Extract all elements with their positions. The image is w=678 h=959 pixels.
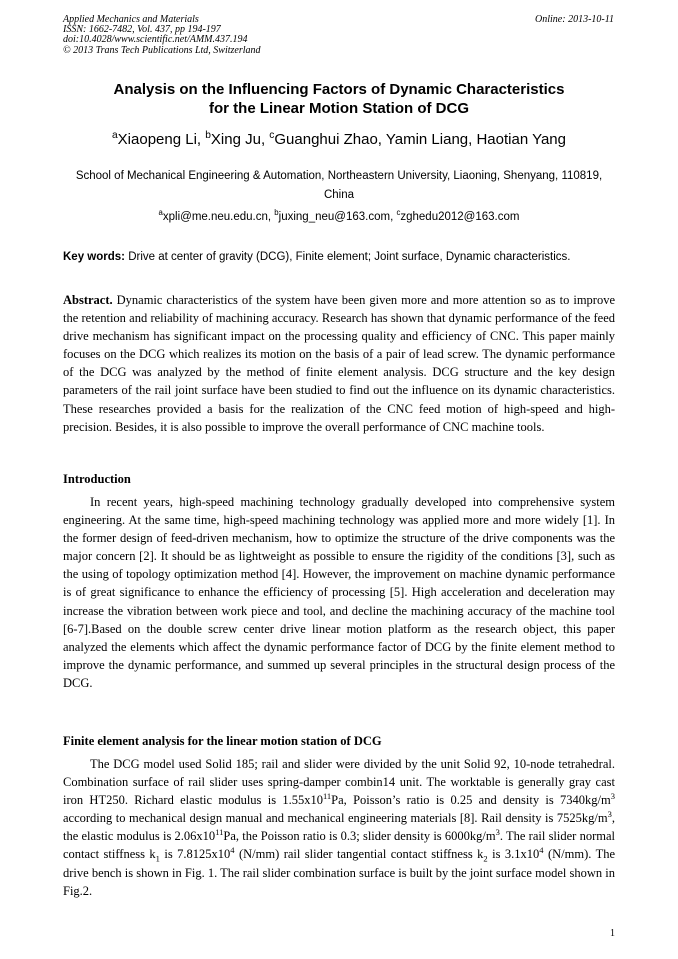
fe-paragraph	[63, 755, 615, 900]
keywords-label: Key words:	[63, 251, 125, 263]
online-date: Online: 2013-10-11	[535, 14, 614, 25]
fe-text: according to mechanical design manual and mechanical engineering materials [8]. Rail density is 7525kg/m	[63, 811, 608, 826]
introduction-heading: Introduction	[63, 472, 131, 486]
keywords-text: Drive at center of gravity (DCG), Finite element; Joint surface, Dynamic characteristics.	[125, 251, 571, 263]
abstract	[63, 291, 615, 436]
abstract-label: Abstract.	[63, 293, 113, 307]
author-list	[63, 130, 615, 150]
title-line-1: Analysis on the Influencing Factors of Dynamic Characteristics	[113, 81, 565, 98]
email-sup: b	[274, 208, 279, 218]
keywords	[63, 250, 615, 265]
fe-sup: 11	[215, 827, 224, 838]
fe-sub: 1	[155, 853, 160, 864]
author-name: Xing Ju,	[210, 131, 270, 148]
fe-text: , the elastic modulus is 2.06x10	[63, 811, 615, 844]
journal-header	[63, 15, 261, 56]
email-sup: a	[158, 208, 163, 218]
fe-sub: 2	[483, 853, 488, 864]
copyright-line: © 2013 Trans Tech Publications Ltd, Switzerland	[63, 44, 261, 56]
email-sup: c	[396, 208, 401, 218]
fe-sup: 11	[322, 791, 332, 802]
fe-text: is 3.1x10	[487, 847, 540, 862]
journal-name: Applied Mechanics and Materials	[63, 14, 199, 25]
fe-text: Pa, the Poisson ratio is 0.3; slider density is 6000kg/m	[223, 829, 496, 844]
author-name: Xiaopeng Li,	[117, 131, 206, 148]
fe-sup: 3	[610, 791, 615, 802]
author-sup: b	[205, 130, 211, 141]
author-sup: c	[269, 130, 275, 141]
fe-text: is 7.8125x10	[159, 847, 231, 862]
fe-text: The DCG model used Solid 185; rail and slider were divided by the unit Solid 92, 10-node tetrahedral. Combination surface of rail slider uses spring-damper combin14 unit. The worktable is generally gray cast iron HT250. Richard elastic modulus is 1.55x10	[63, 757, 615, 808]
fe-sup: 3	[607, 809, 612, 820]
fe-text: (N/mm). The drive bench is shown in Fig. 1. The rail slider combination surface is built by the joint surface model shown in Fig.2.	[63, 847, 616, 898]
email-address[interactable]: juxing_neu@163.com,	[278, 211, 397, 223]
affiliation: School of Mechanical Engineering & Automation, Northeastern University, Liaoning, Shenyang, 110819, China	[75, 170, 603, 201]
fe-sup: 3	[495, 827, 500, 838]
fe-sup: 4	[539, 845, 544, 856]
abstract-text: Dynamic characteristics of the system have been given more and more attention so as to improve the retention and reliability of machining accuracy. Research has shown that dynamic performance of the feed drive mechanism has significant impact on the processing quality and efficiency of CNC. This paper mainly focuses on the DCG which realizes its motion on the basis of a pair of lead screw. The dynamic performance of the DCG was analyzed by the method of finite element analysis. DCG structure and the key design parameters of the rail joint surface have been studied to find out the influence on its dynamic characteristics. These researches provided a basis for the realization of the CNC feed motion of high-speed and high-precision. Besides, it is also possible to improve the overall performance of CNC machine tools.	[63, 293, 615, 434]
page-number: 1	[610, 928, 615, 939]
fe-text: (N/mm) rail slider tangential contact stiffness k	[234, 847, 484, 862]
issn-line: ISSN: 1662-7482, Vol. 437, pp 194-197	[63, 24, 221, 36]
doi-line[interactable]: doi:10.4028/www.scientific.net/AMM.437.194	[63, 34, 248, 46]
email-address[interactable]: xpli@me.neu.edu.cn,	[162, 211, 275, 223]
email-list	[63, 209, 615, 225]
introduction-paragraph: In recent years, high-speed machining technology gradually developed into comprehensive system engineering. At the same time, high-speed machining technology was applied more and more widely [1]. In the former design of feed-driven mechanism, how to optimize the structure of the drive components was the major concern [2]. It should be as lightweight as possible to ensure the rigidity of the conditions [3], such as the using of topology optimization method [4]. However, the improvement on machine dynamic performance is of great significance to enhance the efficiency of processing [5]. High acceleration and deceleration may increase the vibration between work piece and tool, and decline the machining accuracy of the machine tool [6-7].Based on the double screw center drive linear motion platform as the research object, this paper analyzed the elements which affect the dynamic performance factor of DCG by the finite element method to improve the dynamic performance, and summed up several principles in the structural design process of the DCG.	[63, 495, 615, 690]
email-address[interactable]: zghedu2012@163.com	[400, 211, 520, 223]
fe-text: Pa, Poisson’s ratio is 0.25 and density is 7340kg/m	[331, 793, 611, 808]
author-name: Guanghui Zhao, Yamin Liang, Haotian Yang	[274, 131, 566, 148]
fe-sup: 4	[230, 845, 235, 856]
author-sup: a	[112, 130, 118, 141]
paper-title	[63, 80, 615, 118]
fe-text: . The rail slider normal contact stiffness k	[63, 829, 615, 862]
title-line-2: for the Linear Motion Station of DCG	[209, 100, 469, 117]
fe-section-heading: Finite element analysis for the linear motion station of DCG	[63, 734, 382, 748]
